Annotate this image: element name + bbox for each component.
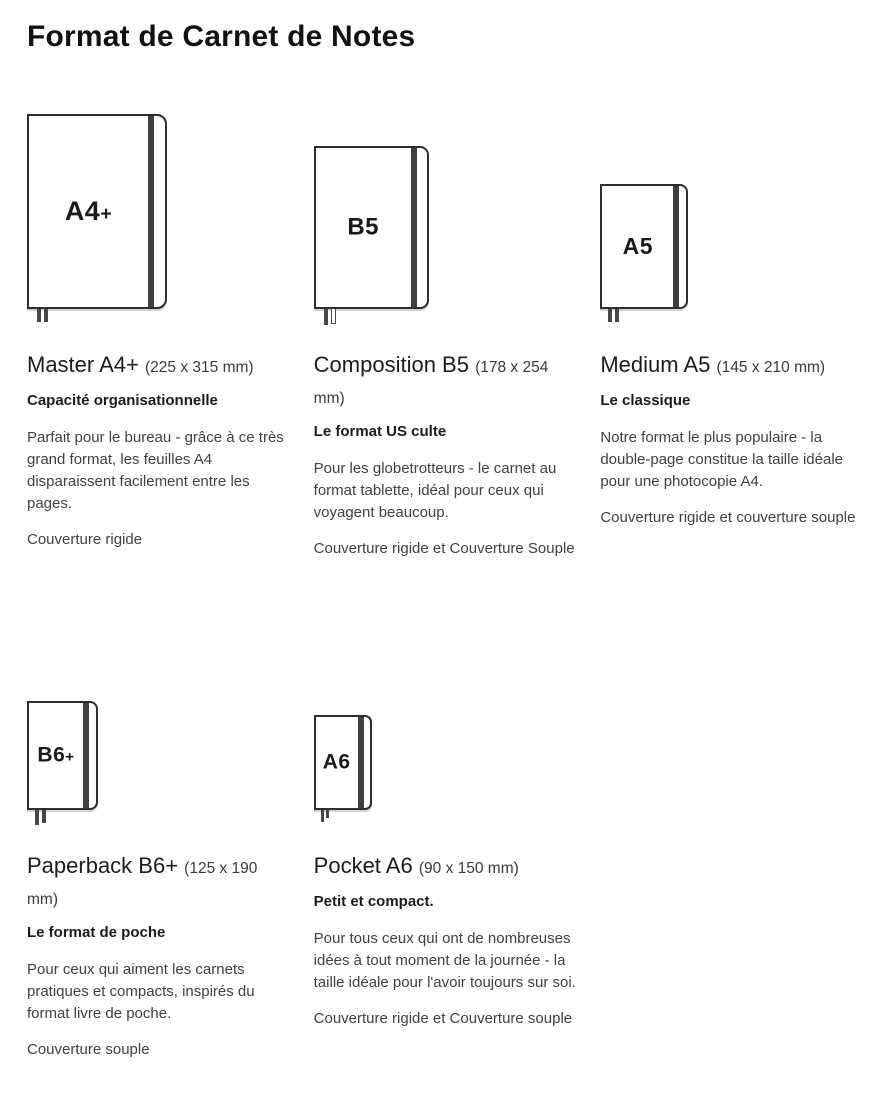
notebook-cover-label: B6+ [37, 743, 75, 767]
formats-row-2 [27, 695, 863, 1061]
format-description: Notre format le plus populaire - la double-page constitue la taille idéale pour une photocopie A4. [600, 429, 844, 490]
notebook-illustration-b5 [314, 146, 429, 309]
format-description: Pour tous ceux qui ont de nombreuses idées à tout moment de la journée - la taille idéale pour l'avoir toujours sur soi. [313, 930, 576, 991]
notebook-art-area [314, 102, 577, 309]
notebook-art-area [314, 695, 577, 810]
format-covers: Couverture rigide et Couverture souple [313, 1010, 573, 1027]
format-covers: Couverture rigide [27, 531, 143, 548]
bookmark-ribbon [324, 309, 328, 325]
notebook-cover-label: A6 [322, 750, 351, 774]
format-card-master-a4plus [27, 102, 290, 551]
bookmark-ribbon [608, 309, 612, 322]
bookmark-ribbon [331, 309, 336, 324]
page-title: Format de Carnet de Notes [27, 20, 416, 53]
elastic-band [358, 717, 364, 808]
format-dimensions: (178 x 254 mm) [313, 359, 549, 407]
bookmark-ribbon [37, 309, 41, 322]
bookmark-ribbon [42, 810, 46, 823]
format-tagline: Le format US culte [313, 423, 447, 440]
format-card-pocket-a6 [314, 695, 577, 1030]
notebook-illustration-a4plus [27, 114, 167, 309]
format-description: Pour les globetrotteurs - le carnet au format tablette, idéal pour ceux qui voyagent beaucoup. [313, 460, 557, 521]
elastic-band [148, 116, 154, 307]
bookmark-ribbon [35, 810, 39, 825]
elastic-band [673, 186, 679, 307]
format-tagline: Le classique [600, 392, 691, 409]
notebook-illustration-b6plus [27, 701, 98, 810]
elastic-band [411, 148, 417, 307]
format-covers: Couverture rigide et Couverture Souple [313, 540, 575, 557]
notebook-cover-label: B5 [347, 212, 379, 240]
format-name: Medium A5 (145 x 210 mm) [600, 352, 826, 377]
format-dimensions: (90 x 150 mm) [418, 860, 519, 877]
format-card-medium-a5 [600, 102, 863, 529]
elastic-band [83, 703, 89, 808]
notebook-art-area [27, 102, 290, 309]
format-covers: Couverture rigide et couverture souple [600, 509, 856, 526]
format-description: Pour ceux qui aiment les carnets pratiques et compacts, inspirés du format livre de poche. [27, 961, 255, 1022]
format-card-paperback-b6plus [27, 695, 290, 1061]
bookmark-ribbon [321, 810, 324, 822]
notebook-cover-label: A4+ [64, 195, 113, 226]
notebook-illustration-a5 [600, 184, 688, 309]
format-card-composition-b5 [314, 102, 577, 560]
format-name: Composition B5 (178 x 254 mm) [313, 352, 549, 407]
notebook-cover-label: A5 [622, 232, 654, 259]
format-tagline: Le format de poche [27, 924, 166, 941]
bookmark-ribbon [615, 309, 619, 322]
format-tagline: Petit et compact. [313, 893, 434, 910]
format-description: Parfait pour le bureau - grâce à ce très grand format, les feuilles A4 disparaissent facilement entre les pages. [27, 429, 284, 512]
format-dimensions: (145 x 210 mm) [716, 359, 826, 376]
formats-row-1 [27, 102, 863, 560]
format-dimensions: (225 x 315 mm) [145, 359, 254, 376]
format-dimensions: (125 x 190 mm) [27, 860, 258, 908]
format-name: Paperback B6+ (125 x 190 mm) [27, 853, 258, 908]
notebook-illustration-a6 [314, 715, 372, 810]
notebook-art-area [27, 695, 290, 810]
format-name: Pocket A6 (90 x 150 mm) [313, 853, 519, 878]
format-tagline: Capacité organisationnelle [27, 392, 218, 409]
format-name: Master A4+ (225 x 315 mm) [27, 352, 254, 377]
notebook-art-area [600, 102, 863, 309]
bookmark-ribbon [326, 810, 329, 818]
format-covers: Couverture souple [27, 1041, 150, 1058]
bookmark-ribbon [44, 309, 48, 322]
